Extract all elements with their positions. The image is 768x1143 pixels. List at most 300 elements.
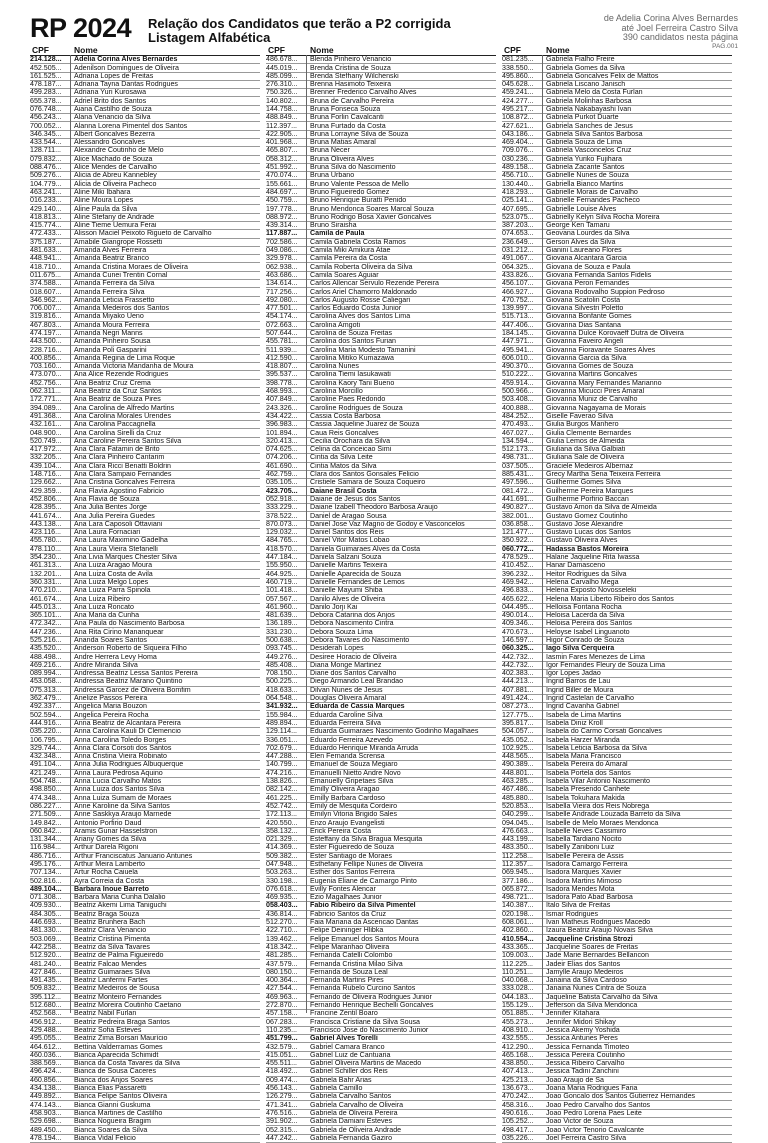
candidate-row xyxy=(266,388,496,396)
candidate-cpf: 432.579... xyxy=(266,1043,298,1051)
candidate-row xyxy=(502,728,732,736)
candidate-name: Esther dos Santos Ferreira xyxy=(310,869,395,877)
candidate-cpf: 456.710... xyxy=(502,172,534,180)
candidate-row xyxy=(266,180,496,188)
candidate-row xyxy=(502,363,732,371)
candidate-cpf: 442.258... xyxy=(30,943,62,951)
candidate-cpf: 478.110... xyxy=(30,545,62,553)
candidate-row xyxy=(266,446,496,454)
candidate-cpf: 418.492... xyxy=(266,1068,298,1076)
candidate-row xyxy=(502,778,732,786)
candidate-row xyxy=(30,546,260,554)
candidate-row xyxy=(502,894,732,902)
candidate-name: Emilyn Vitoria Brigido Sales xyxy=(310,811,398,819)
candidate-cpf: 409.930... xyxy=(30,902,62,910)
candidate-row xyxy=(502,471,732,479)
candidate-row xyxy=(502,911,732,919)
candidate-row xyxy=(30,927,260,935)
candidate-cpf: 486.716... xyxy=(30,852,62,860)
candidate-row xyxy=(502,512,732,520)
candidate-name: George Ken Tamaru xyxy=(546,221,610,230)
candidate-row xyxy=(30,1010,260,1018)
candidate-name: Emily de Mesquita Cordeiro xyxy=(310,802,398,810)
candidate-row xyxy=(30,1043,260,1051)
candidate-row xyxy=(266,1077,496,1085)
candidate-row xyxy=(266,761,496,769)
candidate-cpf: 491.424... xyxy=(502,694,534,703)
candidate-row xyxy=(30,89,260,97)
candidate-cpf: 474.143... xyxy=(30,1101,62,1109)
candidate-name: Giovanna Mary Fernandes Marianno xyxy=(546,379,662,387)
candidate-name: Helloisa Fontana Rocha xyxy=(546,603,622,611)
candidate-name: Giovanna Gomes de Souza xyxy=(546,362,634,371)
candidate-cpf: 058.312... xyxy=(266,155,298,163)
candidate-cpf: 470.210... xyxy=(30,587,62,595)
candidate-name: Isadora Mendes Mota xyxy=(546,885,615,893)
candidate-name: Caroline Paes Redondo xyxy=(310,396,386,404)
candidate-cpf: 474.216... xyxy=(266,769,298,777)
candidate-name: Anna Beatriz de Alcantara Pereira xyxy=(74,719,181,727)
candidate-cpf: 025.141... xyxy=(502,197,534,205)
candidate-cpf: 458.903... xyxy=(30,1109,62,1117)
candidate-row xyxy=(502,1077,732,1085)
candidate-row xyxy=(502,1068,732,1076)
candidate-cpf: 109.003... xyxy=(502,952,534,960)
candidate-name: Isabella Tardiano Nocito xyxy=(546,835,622,844)
candidate-row xyxy=(266,156,496,164)
candidate-cpf: 432.348... xyxy=(30,752,62,761)
candidate-row xyxy=(502,114,732,122)
candidate-name: Arthur Franciscatus Januario Antunes xyxy=(74,852,193,860)
candidate-row xyxy=(266,687,496,695)
candidate-cpf: 461.674... xyxy=(30,595,62,603)
candidate-name: Alice Mendes de Carvalho xyxy=(74,163,157,172)
candidate-cpf: 432.555... xyxy=(502,1035,534,1043)
candidate-cpf: 134.594... xyxy=(502,437,534,445)
candidate-name: Gabriel Oliveira Martins de Macedo xyxy=(310,1059,422,1068)
candidate-row xyxy=(30,886,260,894)
candidate-row xyxy=(266,1110,496,1118)
candidate-row xyxy=(502,952,732,960)
candidate-name: Heitor Rodrigues da Silva xyxy=(546,570,627,578)
candidate-cpf: 412.290... xyxy=(502,1043,534,1051)
candidate-row xyxy=(266,122,496,130)
candidate-cpf: 490.827... xyxy=(502,504,534,512)
candidate-row xyxy=(502,1052,732,1060)
candidate-cpf: 362.479... xyxy=(30,694,62,703)
candidate-name: Daniel de Aragao Sousa xyxy=(310,512,387,520)
candidate-row xyxy=(266,587,496,595)
candidate-row xyxy=(502,711,732,719)
candidate-row xyxy=(266,529,496,537)
candidate-name: Daiane Izabell Theodoro Barbosa Araujo xyxy=(310,504,438,512)
candidate-row xyxy=(30,446,260,454)
candidate-cpf: 434.138... xyxy=(30,1084,62,1093)
candidate-cpf: 443.138... xyxy=(30,520,62,528)
candidate-row xyxy=(266,628,496,636)
candidate-cpf: 139.997... xyxy=(502,304,534,313)
candidate-name: Aiana Castilho de Souza xyxy=(74,105,152,113)
candidate-name: Ana Rita Cirino Mananquear xyxy=(74,628,164,636)
candidate-cpf: 043.186... xyxy=(502,130,534,138)
candidate-row xyxy=(30,736,260,744)
candidate-row xyxy=(30,504,260,512)
candidate-name: Ingrid Cavanha Gabriel xyxy=(546,703,619,711)
candidate-name: Beatriz Clara Venancio xyxy=(74,927,147,935)
candidate-name: Ana Alice Rezende Rodrigues xyxy=(74,371,169,379)
candidate-cpf: 478.194... xyxy=(30,1134,62,1142)
document-code: RP 2024 xyxy=(30,13,132,43)
candidate-row xyxy=(502,222,732,230)
candidate-row xyxy=(502,239,732,247)
candidate-cpf: 410.554... xyxy=(502,935,534,943)
candidate-row xyxy=(30,985,260,993)
candidate-cpf: 076.748... xyxy=(30,105,62,113)
candidate-name: Emanuelly Gripetaes Silva xyxy=(310,777,394,786)
candidate-row xyxy=(502,180,732,188)
candidate-name: Carlos Eduardo Costa Junior xyxy=(310,304,402,313)
candidate-row xyxy=(266,97,496,105)
candidate-row xyxy=(266,463,496,471)
candidate-cpf: 520.749... xyxy=(30,437,62,445)
candidate-name: Felipe Maranhao Oliveira xyxy=(310,943,390,951)
candidate-name: Iago Silva Cerqueira xyxy=(546,645,615,653)
candidate-name: Jefferson da Silva Mendonca xyxy=(546,1001,638,1010)
candidate-name: Debora Catarina dos Anjos xyxy=(310,611,395,620)
candidate-name: Heloyse Isabel Linguanoto xyxy=(546,628,630,636)
candidate-name: Amanda Ferreira Silva xyxy=(74,288,145,296)
candidate-row xyxy=(502,1027,732,1035)
candidate-row xyxy=(502,106,732,114)
candidate-name: Jennifer Kitahara xyxy=(546,1010,600,1018)
candidate-name: Eduardo Henrique Miranda Arruda xyxy=(310,744,419,752)
candidate-row xyxy=(266,778,496,786)
candidate-name: Gabrielle Nunes de Souza xyxy=(546,172,629,180)
candidate-name: Giovanna Martins Goncalves xyxy=(546,371,638,379)
candidate-cpf: 491.368... xyxy=(30,412,62,420)
candidate-name: Gabriela Silva Santos Barbosa xyxy=(546,130,643,138)
candidate-name: Daniela Salzani Souza xyxy=(310,553,382,562)
candidate-row xyxy=(502,620,732,628)
candidate-name: Aline Paula da Silva xyxy=(74,205,138,213)
candidate-cpf: 402.860... xyxy=(502,927,534,935)
candidate-rows xyxy=(502,56,732,1143)
candidate-row xyxy=(30,811,260,819)
candidate-cpf: 422.710... xyxy=(266,927,298,935)
candidate-row xyxy=(30,969,260,977)
candidate-name: Gabriela Gomes da Silva xyxy=(546,64,625,72)
candidate-name: Isadora Marques Xavier xyxy=(546,869,622,877)
candidate-name: Isabelle Neves Cassimiro xyxy=(546,827,627,835)
page-number: PAG.001 xyxy=(712,42,738,50)
name-header: Nome xyxy=(74,45,98,55)
candidate-row xyxy=(502,695,732,703)
candidate-row xyxy=(502,1010,732,1018)
candidate-cpf: 365.101... xyxy=(30,611,62,620)
candidate-cpf: 462.759... xyxy=(266,470,298,479)
candidate-cpf: 031.212... xyxy=(502,246,534,255)
candidate-name: Bruna Forlin Cavalcanti xyxy=(310,114,384,122)
candidate-name: Jessica Fernanda Timoteo xyxy=(546,1043,630,1051)
candidate-name: Brenda Cristina de Souza xyxy=(310,64,391,72)
candidate-cpf: 148.716... xyxy=(30,470,62,479)
candidate-name: Giovana de Souza e Paula xyxy=(546,263,631,271)
candidate-name: Joao Victor de Souza xyxy=(546,1118,614,1126)
candidate-row xyxy=(30,313,260,321)
candidate-row xyxy=(266,1126,496,1134)
candidate-cpf: 449.276... xyxy=(266,653,298,661)
candidate-name: Giovana Scatolin Costa xyxy=(546,296,621,304)
candidate-cpf: 410.452... xyxy=(502,562,534,570)
candidate-name: Camila Pereira da Costa xyxy=(310,255,388,263)
page-header xyxy=(30,14,738,48)
candidate-cpf: 333.229... xyxy=(266,504,298,512)
candidate-row xyxy=(502,487,732,495)
candidate-cpf: 432.161... xyxy=(30,421,62,429)
candidate-name: Bianca Soares da Silva xyxy=(74,1126,148,1134)
candidate-cpf: 081.472... xyxy=(502,487,534,495)
candidate-name: Bianca Martines de Castilho xyxy=(74,1109,163,1117)
candidate-row xyxy=(502,786,732,794)
candidate-name: Bianca Gianni Guskuma xyxy=(74,1101,151,1109)
candidate-row xyxy=(266,288,496,296)
candidate-cpf: 420.550... xyxy=(266,819,298,827)
candidate-row xyxy=(30,471,260,479)
column-header xyxy=(502,44,732,56)
candidate-name: Ana Cristina Goncalves Ferreira xyxy=(74,479,175,487)
candidate-row xyxy=(502,919,732,927)
candidate-name: Ariany Gomes da Silva xyxy=(74,835,147,844)
candidate-cpf: 463.241... xyxy=(30,188,62,196)
candidate-row xyxy=(30,1060,260,1068)
candidate-cpf: 082.142... xyxy=(266,786,298,794)
candidate-row xyxy=(266,711,496,719)
candidate-row xyxy=(266,438,496,446)
candidate-name: Debora Nascimento Cintra xyxy=(310,620,394,628)
candidate-cpf: 421.249... xyxy=(30,769,62,777)
candidate-name: Carolina Mitiko Kumazawa xyxy=(310,354,394,362)
candidate-row xyxy=(30,844,260,852)
candidate-row xyxy=(30,239,260,247)
candidate-cpf: 484.697... xyxy=(266,188,298,196)
candidate-cpf: 463.686... xyxy=(266,271,298,279)
candidate-name: Dilvan Nunes de Jesus xyxy=(310,686,383,694)
candidate-name: Andressa Beatriz Lessa Santos Pereira xyxy=(74,669,198,678)
candidate-row xyxy=(502,346,732,354)
candidate-cpf: 496.833... xyxy=(502,587,534,595)
candidate-name: Ana Laura Vieira Stefanelli xyxy=(74,545,158,553)
candidate-cpf: 396.232... xyxy=(502,570,534,578)
candidate-row xyxy=(266,496,496,504)
candidate-cpf: 076.618... xyxy=(266,885,298,893)
candidate-cpf: 047.948... xyxy=(266,860,298,868)
candidate-name: Igor Lopes Jadao xyxy=(546,669,601,678)
candidate-row xyxy=(502,537,732,545)
candidate-row xyxy=(266,960,496,968)
candidate-row xyxy=(266,189,496,197)
candidate-row xyxy=(502,687,732,695)
candidate-cpf: 489.450... xyxy=(30,1126,62,1134)
candidate-name: Bianca Nogueira Bragim xyxy=(74,1118,151,1126)
candidate-row xyxy=(502,280,732,288)
candidate-row xyxy=(266,421,496,429)
candidate-cpf: 418.342... xyxy=(266,943,298,951)
candidate-row xyxy=(266,836,496,844)
candidate-name: Diana Monge Martinez xyxy=(310,661,382,669)
candidate-name: Gabriel Alves Torelli xyxy=(310,1035,378,1043)
candidate-cpf: 503.263... xyxy=(266,869,298,877)
candidate-name: Alisson Maciel Peixoto Rigueto de Carvalho xyxy=(74,230,212,238)
candidate-cpf: 481.639... xyxy=(266,611,298,620)
candidate-row xyxy=(502,81,732,89)
candidate-cpf: 427.621... xyxy=(502,122,534,130)
candidate-cpf: 052.315... xyxy=(266,1126,298,1134)
candidate-name: Gabriela Fernanda Gaziro xyxy=(310,1134,393,1142)
candidate-name: Desiderah Lopes xyxy=(310,645,364,653)
candidate-row xyxy=(266,570,496,578)
candidate-name: Carolina dos Santos Furian xyxy=(310,338,396,346)
candidate-cpf: 481.330... xyxy=(30,927,62,935)
candidate-cpf: 132.201... xyxy=(30,570,62,578)
candidate-row xyxy=(30,164,260,172)
candidate-row xyxy=(30,853,260,861)
candidate-name: Ana Luiza Ribeiro xyxy=(74,595,130,603)
candidate-cpf: 483.350... xyxy=(502,844,534,852)
candidate-row xyxy=(502,869,732,877)
candidate-row xyxy=(502,994,732,1002)
candidate-name: Diego Armando Leal Brandao xyxy=(310,678,404,686)
candidate-name: Gabriela de Oliveira Pereira xyxy=(310,1109,398,1117)
candidate-name: Elen Fernanda Scrensa xyxy=(310,752,385,761)
candidate-cpf: 011.675... xyxy=(30,271,62,279)
candidate-cpf: 481.240... xyxy=(30,960,62,968)
candidate-row xyxy=(30,1126,260,1134)
candidate-row xyxy=(30,355,260,363)
candidate-cpf: 503.069... xyxy=(30,935,62,943)
candidate-row xyxy=(502,64,732,72)
candidate-cpf: 503.408... xyxy=(502,396,534,404)
candidate-row xyxy=(266,853,496,861)
candidate-name: Izaura Beatriz Araujo Novais Silva xyxy=(546,927,653,935)
candidate-name: Beatriz Lanfermi Fartes xyxy=(74,976,148,985)
candidate-row xyxy=(30,861,260,869)
candidate-name: Beatriz Akemi Lima Taniguchi xyxy=(74,902,167,910)
candidate-row xyxy=(30,695,260,703)
candidate-cpf: 447.236... xyxy=(30,628,62,636)
candidate-row xyxy=(502,736,732,744)
candidate-cpf: 429.359... xyxy=(30,487,62,495)
candidate-row xyxy=(30,205,260,213)
candidate-cpf: 048.900... xyxy=(30,429,62,437)
candidate-row xyxy=(266,172,496,180)
candidate-row xyxy=(502,413,732,421)
candidate-cpf: 407.695... xyxy=(502,205,534,213)
candidate-row xyxy=(30,570,260,578)
candidate-name: Ana Beatriz de Souza Pires xyxy=(74,396,161,404)
candidate-name: Isabela Diniz Kroll xyxy=(546,719,603,727)
candidate-cpf: 498.731... xyxy=(502,454,534,462)
candidate-cpf: 488.498... xyxy=(30,653,62,661)
candidate-cpf: 329.978... xyxy=(266,255,298,263)
candidate-cpf: 116.984... xyxy=(30,844,62,852)
candidate-name: Alice Machado de Souza xyxy=(74,155,153,163)
candidate-name: Amanda Leticia Frassetto xyxy=(74,296,155,304)
candidate-cpf: 467.803... xyxy=(30,321,62,329)
candidate-row xyxy=(502,628,732,636)
candidate-cpf: 045.628... xyxy=(502,80,534,89)
candidate-cpf: 336.051... xyxy=(266,736,298,744)
candidate-name: Gabriela Purkot Duarte xyxy=(546,114,619,122)
candidate-row xyxy=(30,745,260,753)
candidate-name: Bruna Furtado da Costa xyxy=(310,122,386,130)
candidate-row xyxy=(502,985,732,993)
candidate-row xyxy=(30,255,260,263)
candidate-cpf: 112.397... xyxy=(266,122,298,130)
candidate-row xyxy=(30,305,260,313)
candidate-name: Hanar Damasceno xyxy=(546,562,606,570)
candidate-row xyxy=(266,214,496,222)
candidate-row xyxy=(502,794,732,802)
candidate-cpf: 395.537... xyxy=(266,371,298,379)
candidate-row xyxy=(30,1085,260,1093)
candidate-row xyxy=(30,720,260,728)
candidate-cpf: 491.435... xyxy=(30,976,62,985)
column-2 xyxy=(266,44,496,1143)
candidate-name: Arthur Darela Rigoni xyxy=(74,844,139,852)
candidate-row xyxy=(502,255,732,263)
candidate-name: Alessandro Goncalves xyxy=(74,138,145,147)
candidate-name: Jadeir Elias dos Santos xyxy=(546,960,621,968)
candidate-cpf: 489.104... xyxy=(30,885,62,893)
candidate-name: Aramis Gunar Hasselstron xyxy=(74,827,158,835)
candidate-cpf: 529.698... xyxy=(30,1118,62,1126)
candidate-row xyxy=(502,587,732,595)
candidate-row xyxy=(502,313,732,321)
candidate-cpf: 060.325... xyxy=(502,645,534,653)
candidate-row xyxy=(266,255,496,263)
candidate-cpf: 422.905... xyxy=(266,130,298,138)
candidate-row xyxy=(30,786,260,794)
candidate-cpf: 035.105... xyxy=(266,479,298,487)
candidate-row xyxy=(266,139,496,147)
candidate-cpf: 018.607... xyxy=(30,288,62,296)
candidate-name: Danilo Alves de Oliveira xyxy=(310,595,385,603)
candidate-name: Isabela de Lima Martins xyxy=(546,711,622,719)
candidate-name: Jamylle Araujo Medeiros xyxy=(546,968,624,976)
candidate-name: Eduarda Guimaraes Nascimento Godinho Magalhaes xyxy=(310,728,479,736)
candidate-row xyxy=(30,1068,260,1076)
candidate-row xyxy=(266,330,496,338)
candidate-cpf: 418.293... xyxy=(502,188,534,196)
candidate-name: Fernando de Oliveira Rodrigues Junior xyxy=(310,993,432,1001)
candidate-name: Daniel Vitor Matos Lobao xyxy=(310,537,390,545)
candidate-cpf: 074.625... xyxy=(266,445,298,454)
candidate-cpf: 468.993... xyxy=(266,387,298,396)
candidate-cpf: 127.775... xyxy=(502,711,534,719)
candidate-name: Graciele Medeiros Albernaz xyxy=(546,462,634,470)
candidate-row xyxy=(30,487,260,495)
candidate-name: Isabela Leticia Barbosa da Silva xyxy=(546,744,647,752)
candidate-name: Joao Araujo de Sa xyxy=(546,1076,604,1084)
candidate-row xyxy=(266,512,496,520)
candidate-cpf: 500.225... xyxy=(266,678,298,686)
candidate-row xyxy=(266,728,496,736)
candidate-row xyxy=(30,131,260,139)
candidate-row xyxy=(502,496,732,504)
candidate-name: Carolina Tiemi Iasukawati xyxy=(310,371,391,379)
candidate-row xyxy=(502,1043,732,1051)
candidate-row xyxy=(30,1077,260,1085)
